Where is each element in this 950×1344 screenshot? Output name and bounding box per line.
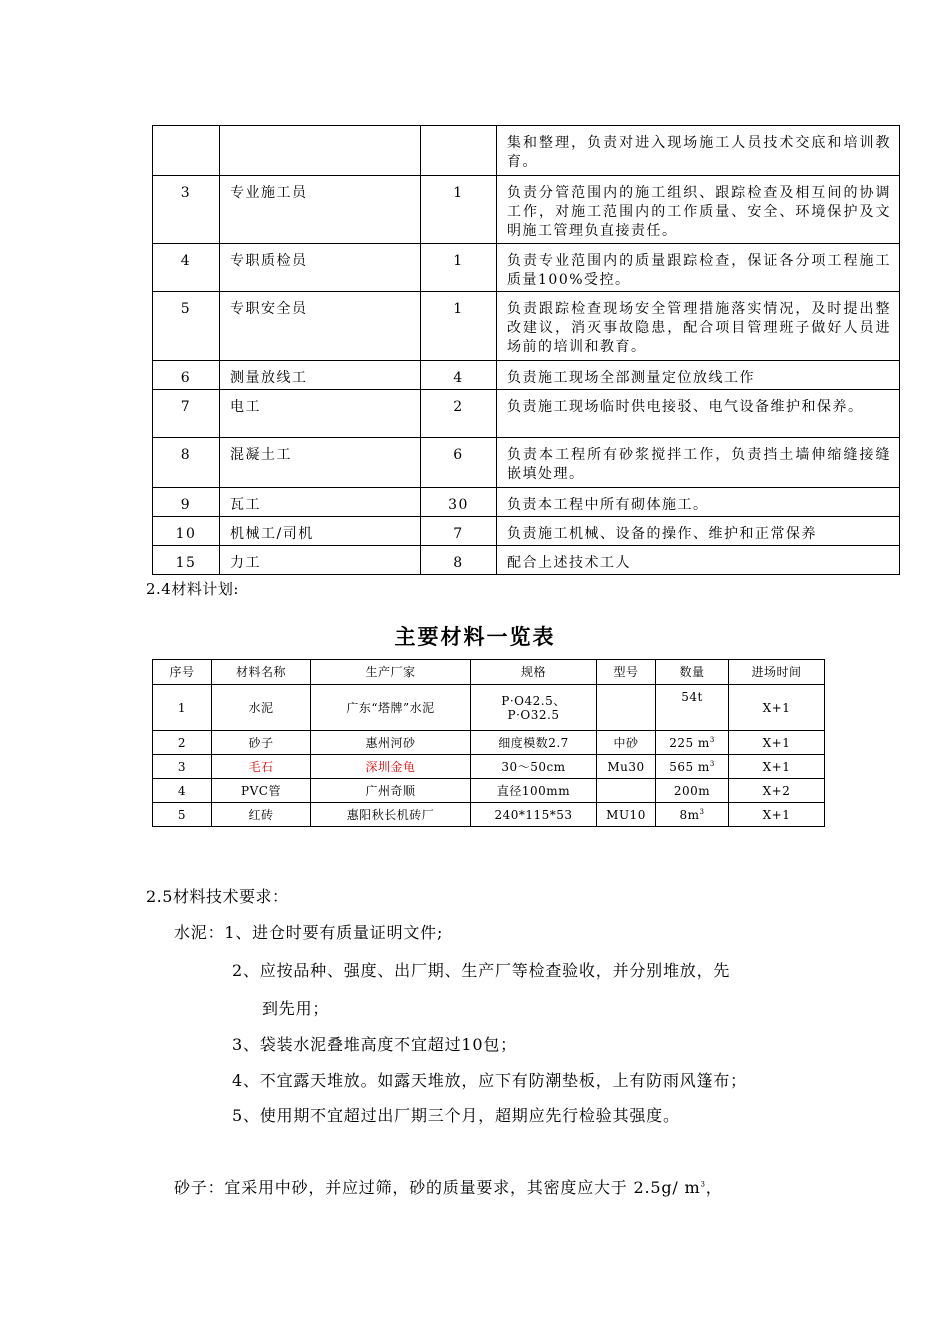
qty-value: 54t xyxy=(681,690,703,704)
staff-duty: 负责专业范围内的质量跟踪检查，保证各分项工程施工质量100%受控。 xyxy=(497,244,900,292)
cement-item-1 xyxy=(174,920,443,943)
table-row xyxy=(153,546,900,575)
table-header-row xyxy=(153,660,825,685)
material-spec: 直径100mm xyxy=(471,779,597,803)
staff-no xyxy=(153,126,220,176)
staff-role: 专职质检员 xyxy=(220,244,421,292)
staff-count: 4 xyxy=(421,361,497,390)
qty-unit-sup: 3 xyxy=(699,807,705,816)
staff-duty: 负责跟踪检查现场安全管理措施落实情况，及时提出整改建议，消灭事故隐患，配合项目管理班子做好人员进场前的培训和教育。 xyxy=(497,292,900,361)
staff-no: 6 xyxy=(153,361,220,390)
header-cell: 型号 xyxy=(597,660,656,685)
material-name: 水泥 xyxy=(212,685,311,731)
cement-label: 水泥： xyxy=(174,923,225,942)
header-cell: 规格 xyxy=(471,660,597,685)
header-cell: 数量 xyxy=(656,660,729,685)
material-spec: 240*115*53 xyxy=(471,803,597,827)
staff-no: 15 xyxy=(153,546,220,575)
table-row xyxy=(153,731,825,755)
material-time: X+2 xyxy=(729,779,825,803)
material-spec: 细度模数2.7 xyxy=(471,731,597,755)
staff-duty: 配合上述技术工人 xyxy=(497,546,900,575)
table-row xyxy=(153,803,825,827)
header-cell: 材料名称 xyxy=(212,660,311,685)
table-row xyxy=(153,438,900,488)
material-name: 红砖 xyxy=(212,803,311,827)
staff-role xyxy=(220,126,421,176)
cement-item-3: 3、袋装水泥叠堆高度不宜超过10包； xyxy=(232,1035,517,1054)
table-row xyxy=(153,176,900,244)
material-maker: 惠阳秋长机砖厂 xyxy=(311,803,471,827)
staff-duty: 负责施工现场全部测量定位放线工作 xyxy=(497,361,900,390)
section-heading-2-4: 2.4材料计划: xyxy=(146,580,239,598)
material-model: Mu30 xyxy=(597,755,656,779)
material-no: 5 xyxy=(153,803,212,827)
cement-item-5: 5、使用期不宜超过出厂期三个月，超期应先行检验其强度。 xyxy=(232,1106,680,1125)
table-row xyxy=(153,292,900,361)
staff-count: 1 xyxy=(421,176,497,244)
table-row xyxy=(153,755,825,779)
staff-role: 机械工/司机 xyxy=(220,517,421,546)
table-row xyxy=(153,244,900,292)
header-cell: 序号 xyxy=(153,660,212,685)
material-qty xyxy=(656,803,729,827)
header-cell: 生产厂家 xyxy=(311,660,471,685)
sand-text: 砂子：宜采用中砂，并应过筛，砂的质量要求，其密度应大于 2.5g/ m xyxy=(174,1178,701,1197)
qty-value: 8m xyxy=(679,807,700,822)
staff-duty: 负责本工程所有砂浆搅拌工作，负责挡土墙伸缩缝接缝嵌填处理。 xyxy=(497,438,900,488)
material-maker: 惠州河砂 xyxy=(311,731,471,755)
staff-duty: 负责施工机械、设备的操作、维护和正常保养 xyxy=(497,517,900,546)
staff-no: 3 xyxy=(153,176,220,244)
material-time: X+1 xyxy=(729,755,825,779)
material-name: 砂子 xyxy=(212,731,311,755)
staff-no: 8 xyxy=(153,438,220,488)
material-time: X+1 xyxy=(729,685,825,731)
header-cell: 进场时间 xyxy=(729,660,825,685)
staff-table xyxy=(152,125,900,575)
staff-count: 1 xyxy=(421,244,497,292)
material-no: 1 xyxy=(153,685,212,731)
staff-no: 9 xyxy=(153,488,220,517)
staff-role: 瓦工 xyxy=(220,488,421,517)
staff-role: 力工 xyxy=(220,546,421,575)
material-time: X+1 xyxy=(729,731,825,755)
staff-count: 1 xyxy=(421,292,497,361)
table-row xyxy=(153,517,900,546)
table-row xyxy=(153,779,825,803)
material-no: 4 xyxy=(153,779,212,803)
staff-count: 6 xyxy=(421,438,497,488)
material-model: 中砂 xyxy=(597,731,656,755)
staff-count xyxy=(421,126,497,176)
staff-no: 7 xyxy=(153,390,220,438)
qty-value: 565 m xyxy=(669,759,710,774)
material-table-title: 主要材料一览表 xyxy=(394,624,556,649)
staff-count: 8 xyxy=(421,546,497,575)
staff-count: 7 xyxy=(421,517,497,546)
material-model: MU10 xyxy=(597,803,656,827)
material-maker: 广州奇顺 xyxy=(311,779,471,803)
material-model xyxy=(597,685,656,731)
staff-duty: 负责分管范围内的施工组织、跟踪检查及相互间的协调工作，对施工范围内的工作质量、安全、环境保护及文明施工管理负直接责任。 xyxy=(497,176,900,244)
sand-tail: ， xyxy=(705,1178,723,1197)
sand-unit-sup: 3 xyxy=(700,1180,706,1189)
material-maker: 深圳金龟 xyxy=(311,755,471,779)
material-qty xyxy=(656,779,729,803)
staff-role: 专业施工员 xyxy=(220,176,421,244)
staff-duty: 集和整理，负责对进入现场施工人员技术交底和培训教育。 xyxy=(497,126,900,176)
material-qty xyxy=(656,685,729,731)
material-table xyxy=(152,659,825,827)
table-row xyxy=(153,126,900,176)
table-row xyxy=(153,685,825,731)
material-model xyxy=(597,779,656,803)
material-no: 2 xyxy=(153,731,212,755)
material-qty xyxy=(656,731,729,755)
staff-count: 30 xyxy=(421,488,497,517)
sand-requirement xyxy=(174,1175,723,1198)
staff-no: 5 xyxy=(153,292,220,361)
qty-unit-sup: 3 xyxy=(709,735,715,744)
material-name: PVC管 xyxy=(212,779,311,803)
staff-duty: 负责施工现场临时供电接驳、电气设备维护和保养。 xyxy=(497,390,900,438)
section-heading-2-5: 2.5材料技术要求： xyxy=(146,887,289,906)
qty-value: 200m xyxy=(673,783,711,798)
staff-role: 混凝土工 xyxy=(220,438,421,488)
qty-value: 225 m xyxy=(669,735,710,750)
material-spec: P·O42.5、P·O32.5 xyxy=(471,685,597,731)
table-row xyxy=(153,390,900,438)
cement-item-2-cont: 到先用； xyxy=(262,999,330,1018)
staff-role: 测量放线工 xyxy=(220,361,421,390)
cement-item-2: 2、应按品种、强度、出厂期、生产厂等检查验收，并分别堆放，先 xyxy=(232,961,731,980)
table-row xyxy=(153,488,900,517)
cement-item-4: 4、不宜露天堆放。如露天堆放，应下有防潮垫板，上有防雨风篷布； xyxy=(232,1071,747,1090)
material-spec: 30～50cm xyxy=(471,755,597,779)
staff-role: 电工 xyxy=(220,390,421,438)
table-row xyxy=(153,361,900,390)
cement-item-text: 1、进仓时要有质量证明文件; xyxy=(224,923,444,942)
qty-unit-sup: 3 xyxy=(709,759,715,768)
staff-role: 专职安全员 xyxy=(220,292,421,361)
material-no: 3 xyxy=(153,755,212,779)
staff-no: 10 xyxy=(153,517,220,546)
material-maker: 广东“塔牌”水泥 xyxy=(311,685,471,731)
staff-count: 2 xyxy=(421,390,497,438)
material-name: 毛石 xyxy=(212,755,311,779)
staff-duty: 负责本工程中所有砌体施工。 xyxy=(497,488,900,517)
material-time: X+1 xyxy=(729,803,825,827)
staff-no: 4 xyxy=(153,244,220,292)
material-qty xyxy=(656,755,729,779)
